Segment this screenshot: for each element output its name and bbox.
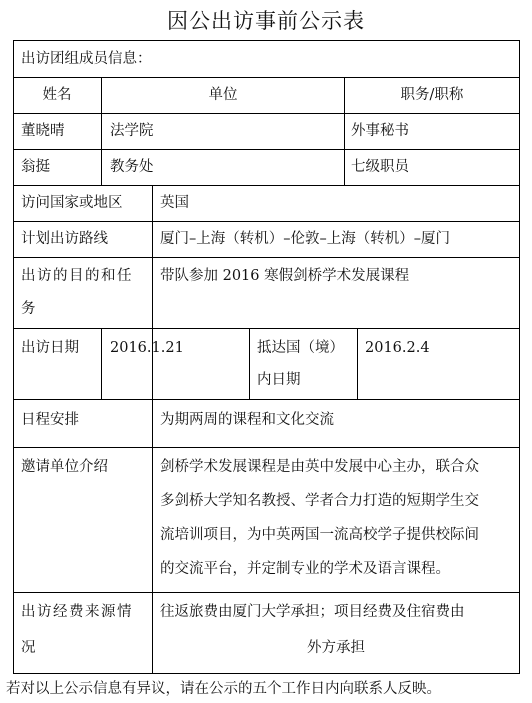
inviter-text-line: 的交流平台，并定制专业的学术及语言课程。 [160, 561, 450, 577]
route-value: 厦门–上海（转机）–伦敦–上海（转机）–厦门 [160, 231, 450, 247]
arrive-date-label-line1: 抵达国（境） [257, 340, 344, 356]
funding-label-line1: 出访经费来源情 [21, 604, 133, 620]
disclosure-table [13, 40, 520, 673]
country-value: 英国 [160, 195, 189, 211]
funding-label-line2: 况 [21, 640, 36, 656]
members-section-header: 出访团组成员信息： [21, 51, 152, 67]
footer-note: 若对以上公示信息有异议，请在公示的五个工作日内向联系人反映。 [6, 681, 441, 697]
purpose-label-line2: 务 [21, 301, 36, 317]
header-unit: 单位 [208, 87, 238, 103]
inviter-text-line: 多剑桥大学知名教授、学者合力打造的短期学生交 [160, 493, 479, 509]
inviter-label: 邀请单位介绍 [21, 459, 108, 475]
member-unit: 法学院 [110, 123, 154, 139]
arrive-date-label-line2: 内日期 [257, 372, 301, 388]
purpose-value: 带队参加 2016 寒假剑桥学术发展课程 [160, 268, 410, 284]
route-label: 计划出访路线 [21, 231, 108, 247]
member-position: 外事秘书 [351, 123, 409, 139]
header-position: 职务/职称 [400, 87, 464, 103]
depart-date-label: 出访日期 [21, 340, 79, 356]
schedule-value: 为期两周的课程和文化交流 [160, 412, 334, 428]
country-label: 访问国家或地区 [21, 195, 123, 211]
inviter-text-line: 剑桥学术发展课程是由英中发展中心主办，联合众 [160, 459, 479, 475]
purpose-label-line1: 出访的目的和任 [21, 268, 133, 284]
schedule-label: 日程安排 [21, 412, 79, 428]
header-name: 姓名 [42, 87, 72, 103]
member-name: 董晓晴 [21, 123, 65, 139]
arrive-date-value: 2016.2.4 [365, 340, 430, 356]
funding-text-line2: 外方承担 [307, 640, 365, 656]
member-position: 七级职员 [351, 159, 409, 175]
member-unit: 教务处 [110, 159, 154, 175]
funding-text-line1: 往返旅费由厦门大学承担；项目经费及住宿费由 [160, 604, 465, 620]
depart-date-value: 2016.1.21 [110, 340, 184, 356]
member-name: 翁挺 [21, 159, 50, 175]
page-title: 因公出访事前公示表 [167, 9, 365, 33]
inviter-text-line: 流培训项目，为中英两国一流高校学子提供校际间 [160, 527, 479, 543]
